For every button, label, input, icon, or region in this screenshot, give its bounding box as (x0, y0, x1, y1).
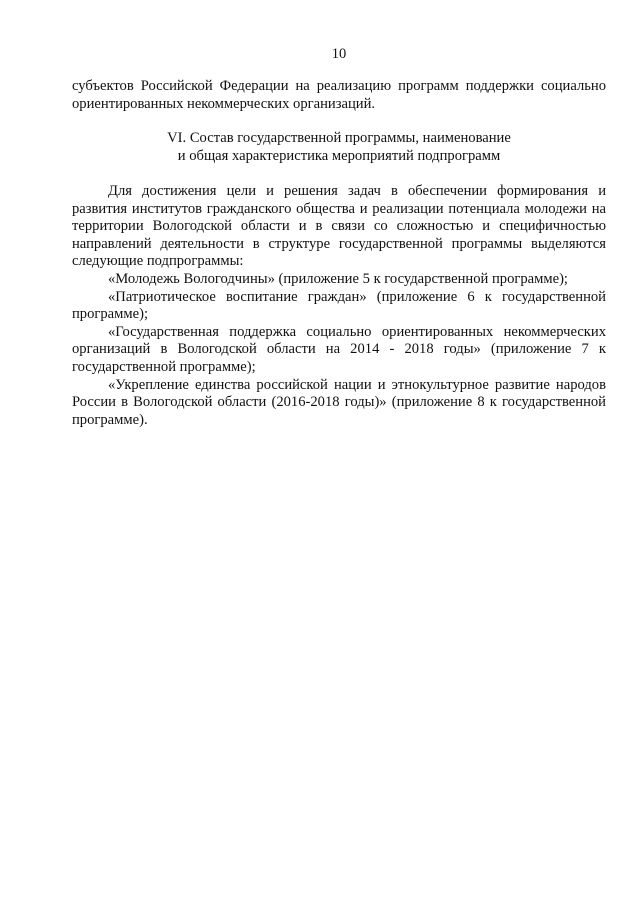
section-heading-line-1: VI. Состав государственной программы, наименование (167, 130, 511, 146)
subprogram-item: «Государственная поддержка социально ориентированных некоммерческих организаций в Вологодской области на 2014 - 2018 годы» (приложение 7 к государственной программе); (72, 323, 606, 375)
subprogram-item: «Укрепление единства российской нации и этнокультурное развитие народов России в Вологодской области (2016-2018 годы)» (приложение 8 к государственной программе). (72, 376, 606, 428)
page-number: 10 (331, 46, 347, 62)
section-heading-line-2: и общая характеристика мероприятий подпрограмм (177, 148, 501, 164)
subprogram-item: «Молодежь Вологодчины» (приложение 5 к государственной программе); (108, 270, 568, 287)
subprogram-item: «Патриотическое воспитание граждан» (приложение 6 к государственной программе); (72, 288, 606, 323)
continuation-paragraph: субъектов Российской Федерации на реализацию программ поддержки социально ориентированных некоммерческих организаций. (72, 78, 606, 112)
section-heading (72, 129, 606, 165)
section-body (72, 183, 606, 429)
intro-paragraph: Для достижения цели и решения задач в обеспечении формирования и развития институтов гражданского общества и реализации потенциала молодежи на территории Вологодской области и в связи со сложностью и специфичностью направлений деятельности в структуре государственной программы выделяются следующие подпрограммы: (72, 183, 606, 270)
